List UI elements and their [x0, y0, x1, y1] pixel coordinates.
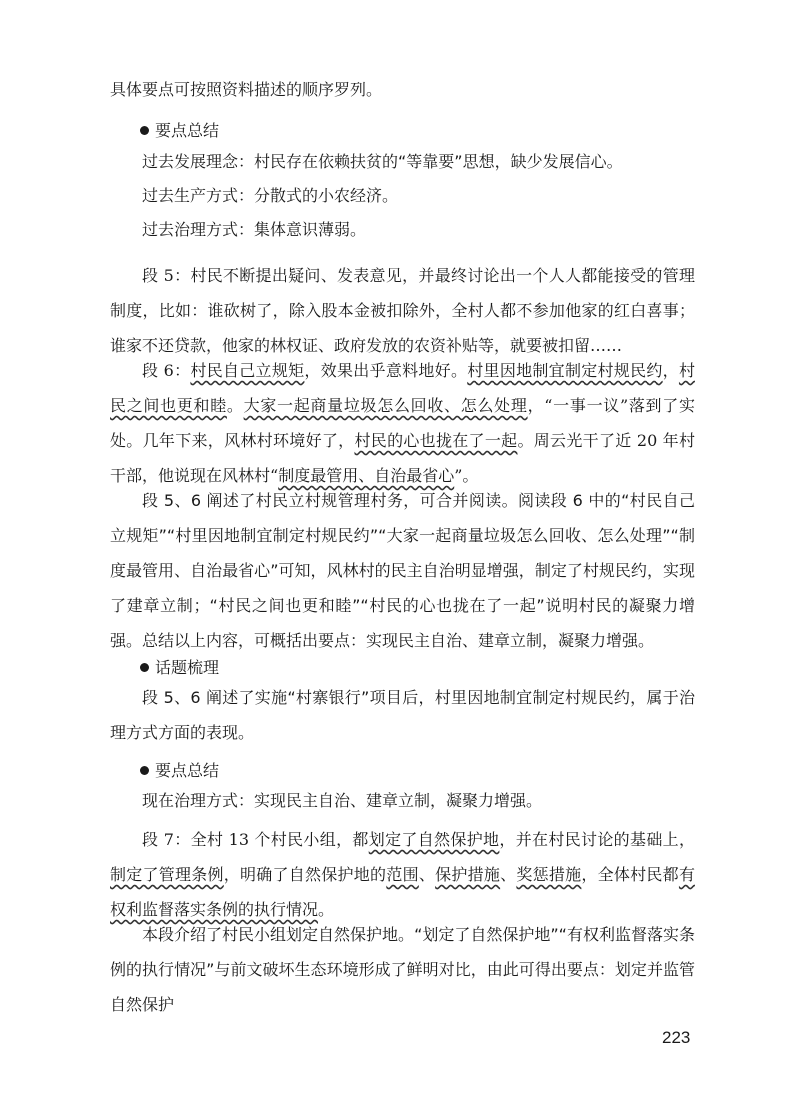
paragraph-6: 段 6：村民自己立规矩，效果出乎意料地好。村里因地制宜制定村规民约，村民之间也更和睦。大家一起商量垃圾怎么回收、怎么处理，“一事一议”落到了实处。几年下来，风林村环境好了，村民的心也拢在了一起。周云光干了近 20 年村干部，他说现在风林村“制度最管用、自治最省心”。 [110, 361, 695, 485]
bullet-icon [140, 663, 149, 672]
page-number: 223 [662, 1028, 691, 1047]
summary-1-line-2: 过去生产方式：分散式的小农经济。 [142, 186, 399, 205]
intro-line: 具体要点可按照资料描述的顺序罗列。 [110, 80, 383, 99]
summary-1-line-1: 过去发展理念：村民存在依赖扶贫的“等靠要”思想，缺少发展信心。 [142, 152, 623, 171]
summary-2-line: 现在治理方式：实现民主自治、建章立制，凝聚力增强。 [142, 791, 543, 810]
summary-heading-2: 要点总结 [110, 753, 695, 788]
summary-1-line-3: 过去治理方式：集体意识薄弱。 [142, 220, 367, 239]
topic-text: 段 5、6 阐述了实施“村寨银行”项目后，村里因地制宜制定村规民约，属于治理方式方面的表现。 [110, 688, 695, 742]
analysis-paragraph-7: 本段介绍了村民小组划定自然保护地。“划定了自然保护地”“有权利监督落实条例的执行情况”与前文破坏生态环境形成了鲜明对比，由此可得出要点：划定并监管自然保护 [110, 925, 695, 1014]
paragraph-5: 段 5：村民不断提出疑问、发表意见，并最终讨论出一个人人都能接受的管理制度，比如：谁砍树了，除入股本金被扣除外，全村人都不参加他家的红白喜事；谁家不还贷款，他家的林权证、政府发放的农资补贴等，就要被扣留…… [110, 266, 695, 355]
analysis-paragraph-5-6: 段 5、6 阐述了村民立村规管理村务，可合并阅读。阅读段 6 中的“村民自己立规矩”“村里因地制宜制定村规民约”“大家一起商量垃圾怎么回收、怎么处理”“制度最管用、自治最省心”可知，风林村的民主自治明显增强，制定了村规民约，实现了建章立制；“村民之间也更和睦”“村民的心也拢在了一起”说明村民的凝聚力增强。总结以上内容，可概括出要点：实现民主自治、建章立制，凝聚力增强。 [110, 491, 695, 650]
summary-heading-1: 要点总结 [110, 113, 695, 148]
bullet-icon [140, 126, 149, 135]
paragraph-7: 段 7：全村 13 个村民小组，都划定了自然保护地，并在村民讨论的基础上，制定了管理条例，明确了自然保护地的范围、保护措施、奖惩措施，全体村民都有权利监督落实条例的执行情况。 [110, 830, 695, 919]
topic-heading: 话题梳理 [110, 650, 695, 685]
bullet-icon [140, 766, 149, 775]
